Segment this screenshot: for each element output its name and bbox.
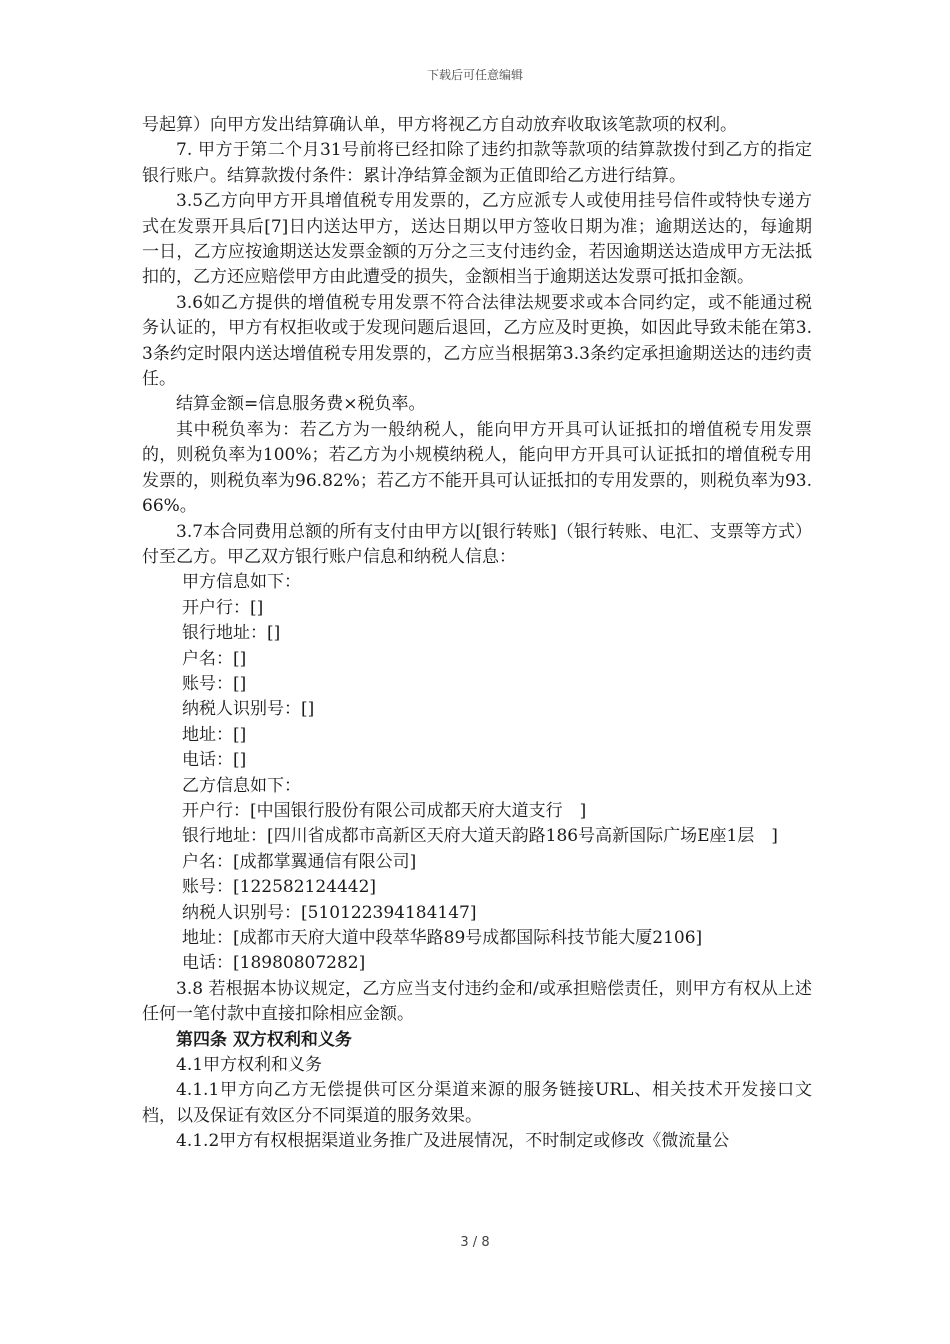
party-a-bank: 开户行：[] <box>182 597 264 618</box>
party-b-bank-address: 银行地址：[四川省成都市高新区天府大道天韵路186号高新国际广场E座1层 ] <box>182 826 778 847</box>
paragraph: 7. 甲方于第二个月31号前将已经扣除了违约扣款等款项的结算款拨付到乙方的指定银行账户。结算款拨付条件：累计净结算金额为正值即给乙方进行结算。 <box>142 140 812 186</box>
paragraph: 3.8 若根据本协议规定，乙方应当支付违约金和/或承担赔偿责任，则甲方有权从上述任何一笔付款中直接扣除相应金额。 <box>142 978 812 1025</box>
paragraph: 3.6如乙方提供的增值税专用发票不符合法律法规要求或本合同约定，或不能通过税务认证的，甲方有权拒收或于发现问题后退回，乙方应及时更换，如因此导致未能在第3.3条约定时限内送达增值税专用发票的，乙方应当根据第3.3条约定承担逾期送达的违约责任。 <box>142 292 812 390</box>
paragraph: 3.7本合同费用总额的所有支付由甲方以[银行转账]（银行转账、电汇、支票等方式）付至乙方。甲乙双方银行账户信息和纳税人信息： <box>142 521 812 567</box>
party-a-tax-id: 纳税人识别号：[] <box>182 699 315 720</box>
paragraph: 4.1.2甲方有权根据渠道业务推广及进展情况，不时制定或修改《微流量公 <box>176 1131 730 1152</box>
paragraph: 4.1.1甲方向乙方无偿提供可区分渠道来源的服务链接URL、相关技术开发接口文档，以及保证有效区分不同渠道的服务效果。 <box>142 1080 812 1126</box>
party-a-bank-address: 银行地址：[] <box>182 623 281 644</box>
party-a-phone: 电话：[] <box>182 750 247 771</box>
paragraph: 其中税负率为：若乙方为一般纳税人，能向甲方开具可认证抵扣的增值税专用发票的，则税负率为100%；若乙方为小规模纳税人，能向甲方开具可认证抵扣的增值税专用发票的，则税负率为96.82%；若乙方不能开具可认证抵扣的专用发票的，则税负率为93.66%。 <box>142 419 812 517</box>
party-a-heading: 甲方信息如下： <box>182 572 301 593</box>
section-heading: 第四条 双方权利和义务 <box>176 1029 352 1050</box>
subsection-heading: 4.1甲方权利和义务 <box>176 1055 323 1076</box>
party-b-heading: 乙方信息如下： <box>182 775 301 796</box>
paragraph: 结算金额=信息服务费×税负率。 <box>176 394 426 415</box>
party-b-tax-id: 纳税人识别号：[510122394184147] <box>182 902 477 923</box>
party-b-account-number: 账号：[122582124442] <box>182 877 377 898</box>
paragraph: 3.5乙方向甲方开具增值税专用发票的，乙方应派专人或使用挂号信件或特快专递方式在发票开具后[7]日内送达甲方，送达日期以甲方签收日期为准；逾期送达的，每逾期一日，乙方应按逾期送达发票金额的万分之三支付违约金，若因逾期送达造成甲方无法抵扣的，乙方还应赔偿甲方由此遭受的损失，金额相当于逾期送达发票可抵扣金额。 <box>142 191 812 288</box>
paragraph: 号起算）向甲方发出结算确认单，甲方将视乙方自动放弃收取该笔款项的权利。 <box>142 115 737 135</box>
document-body <box>142 113 812 1155</box>
party-a-account-name: 户名：[] <box>182 648 247 669</box>
party-a-address: 地址：[] <box>182 724 247 745</box>
page-number: 3 / 8 <box>460 1235 490 1250</box>
party-b-account-name: 户名：[成都掌翼通信有限公司] <box>182 851 417 872</box>
party-b-phone: 电话：[18980807282] <box>182 953 366 974</box>
party-b-address: 地址：[成都市天府大道中段萃华路89号成都国际科技节能大厦2106] <box>182 928 703 948</box>
party-b-bank: 开户行：[中国银行股份有限公司成都天府大道支行 ] <box>182 800 587 821</box>
page-header: 下载后可任意编辑 <box>426 68 523 82</box>
party-a-account-number: 账号：[] <box>182 673 247 694</box>
